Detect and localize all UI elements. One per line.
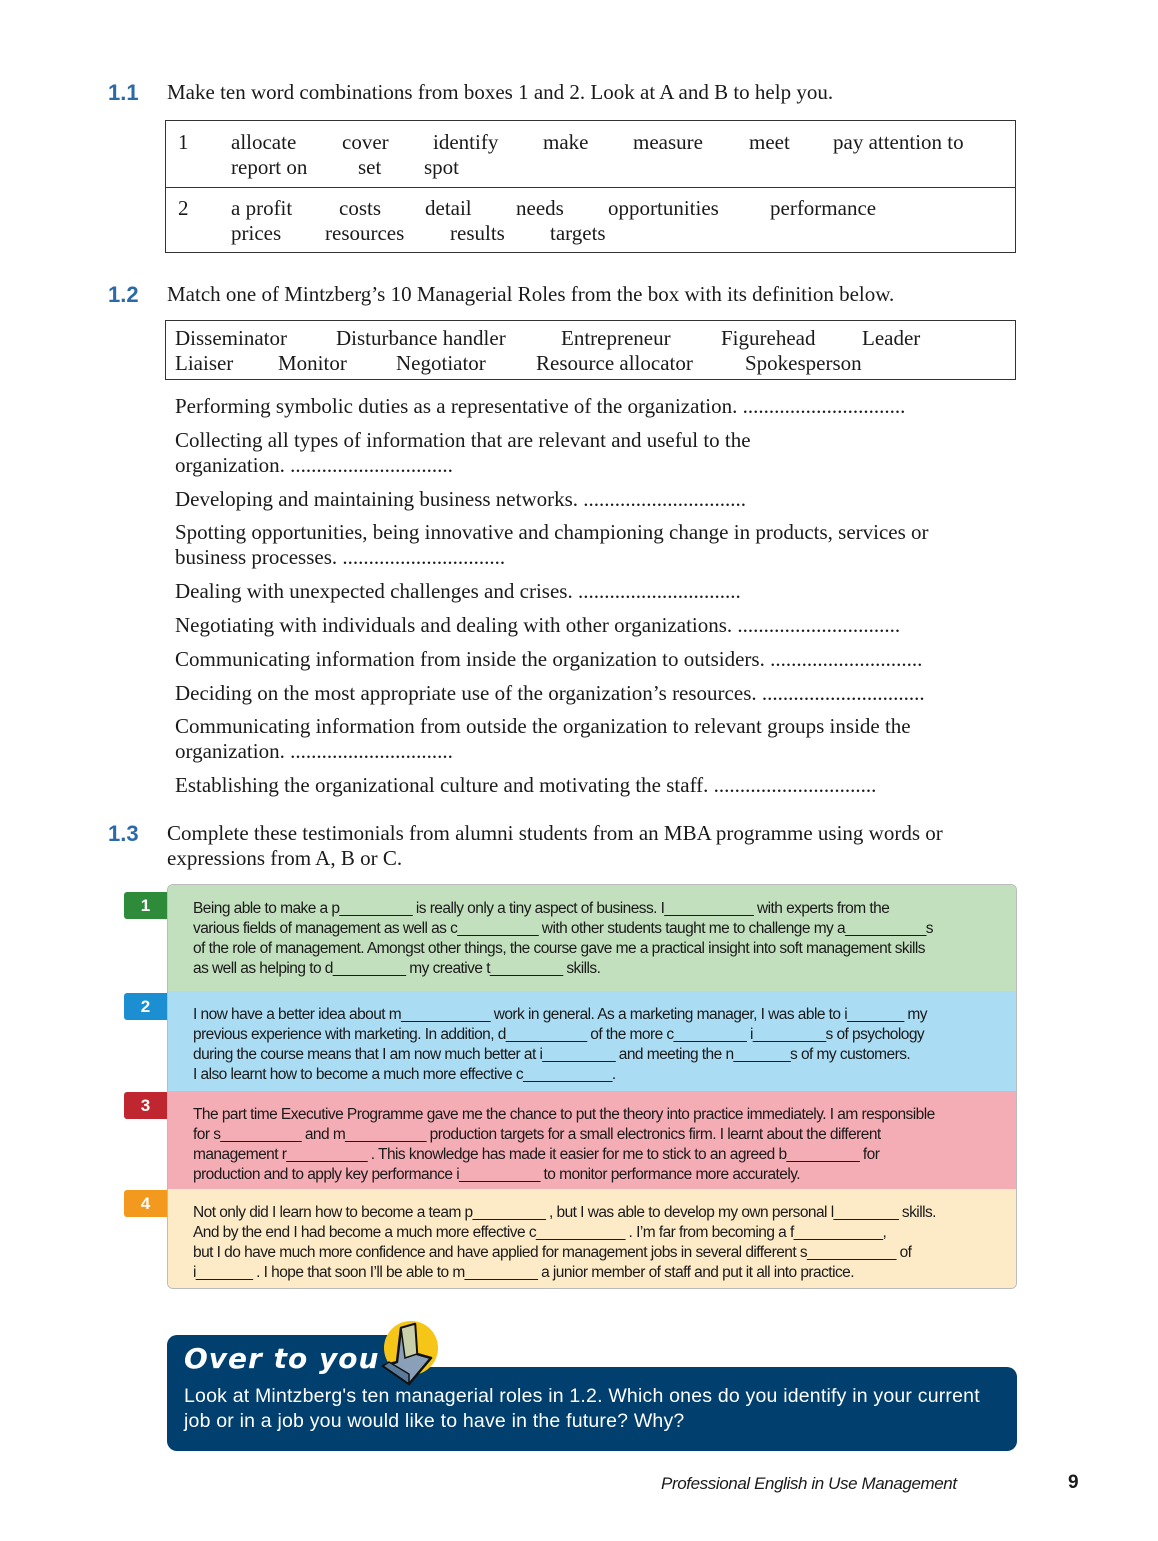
word: identify [433, 130, 499, 154]
definition-item: Deciding on the most appropriate use of the organization’s resources. ............................... [175, 681, 925, 705]
exercise-instruction: Match one of Mintzberg’s 10 Managerial Roles from the box with its definition below. [167, 282, 895, 306]
testimonial-number-tab: 4 [124, 1190, 167, 1217]
over-to-you-title: Over to you [184, 1342, 380, 1375]
testimonial-number-tab: 1 [124, 892, 167, 919]
definition-item: Communicating information from inside the organization to outsiders. ............................. [175, 647, 923, 671]
word: cover [342, 130, 389, 154]
word: measure [633, 130, 703, 154]
testimonial-2 [168, 991, 1017, 1091]
role: Negotiator [396, 351, 486, 375]
role: Monitor [278, 351, 347, 375]
role: Spokesperson [745, 351, 862, 375]
word: results [450, 221, 505, 245]
over-to-you-text: Look at Mintzberg's ten managerial roles in 1.2. Which ones do you identify in your current job or in a job you would like to have in the future? Why? [184, 1385, 980, 1432]
box-divider [166, 187, 1015, 188]
box-label: 2 [178, 196, 189, 220]
word: targets [550, 221, 606, 245]
testimonial-text: I now have a better idea about m___________ work in general. As a marketing manager, I was able to i_______ my previous experience with marketing. In addition, d__________ of the more c_________ i_________s of psychology during the course means that I am now much better at i_________ and meeting the n_______s of my customers. I also learnt how to become a much more effective c___________. [193, 1006, 927, 1083]
role: Disturbance handler [336, 326, 506, 350]
definition-item: Spotting opportunities, being innovative and championing change in products, services or business processes. ............................... [175, 520, 929, 569]
testimonial-1 [168, 885, 1017, 991]
word: allocate [231, 130, 297, 154]
word: resources [325, 221, 405, 245]
definition-item: Developing and maintaining business networks. ............................... [175, 487, 747, 511]
exercise-instruction: Complete these testimonials from alumni students from an MBA programme using words or expressions from A, B or C. [167, 821, 943, 870]
testimonial-text: Not only did I learn how to become a team p_________ , but I was able to develop my own personal l________ skills. And by the end I had become a much more effective c___________ . I’m far from becoming a f___________, but I do have much more confidence and have applied for management jobs in several different s___________ of i_______ . I hope that soon I’ll be able to m_________ a junior member of staff and put it all into practice. [193, 1204, 936, 1281]
word: opportunities [608, 196, 719, 220]
word: performance [770, 196, 877, 220]
page-number: 9 [1068, 1472, 1079, 1493]
word: make [543, 130, 589, 154]
testimonial-number-tab: 3 [124, 1092, 167, 1119]
role: Leader [862, 326, 921, 350]
testimonials-box [167, 884, 1017, 1289]
box-label: 1 [178, 130, 189, 154]
testimonial-text: Being able to make a p_________ is really only a tiny aspect of business. I___________ with experts from the various fields of management as well as c__________ with other students taught me to challenge my a__________s of the role of management. Amongst other things, the course gave me a practical insight into soft management skills as well as helping to d_________ my creative t_________ skills. [193, 900, 933, 977]
exercise-instruction: Make ten word combinations from boxes 1 and 2. Look at A and B to help you. [167, 80, 834, 104]
word: needs [516, 196, 564, 220]
definition-item: Collecting all types of information that are relevant and useful to the organization. ............................... [175, 428, 751, 477]
role: Figurehead [721, 326, 816, 350]
exercise-number: 1.2 [108, 282, 139, 307]
definition-item: Performing symbolic duties as a representative of the organization. ............................... [175, 394, 906, 418]
word: prices [231, 221, 282, 245]
role: Resource allocator [536, 351, 693, 375]
word: meet [749, 130, 790, 154]
word: a profit [231, 196, 293, 220]
book-title: Professional English in Use Management [661, 1474, 957, 1493]
word: spot [424, 155, 460, 179]
testimonial-4 [168, 1189, 1017, 1289]
definition-item: Dealing with unexpected challenges and crises. ............................... [175, 579, 741, 603]
testimonial-text: The part time Executive Programme gave me the chance to put the theory into practice immediately. I am responsible for s__________ and m__________ production targets for a small electronics firm. I learnt about the different management r__________ . This knowledge has made it easier for me to stick to an agreed b_________ for production and to apply key performance i__________ to monitor performance more accurately. [193, 1106, 935, 1183]
word: pay attention to [833, 130, 964, 154]
arrow-down-pointer-icon [375, 1318, 445, 1390]
testimonial-number-tab: 2 [124, 993, 167, 1020]
exercise-number: 1.1 [108, 80, 139, 105]
testimonial-3 [168, 1091, 1017, 1189]
word: detail [425, 196, 472, 220]
role: Liaiser [175, 351, 234, 375]
word: set [358, 155, 382, 179]
role: Disseminator [175, 326, 287, 350]
word: costs [339, 196, 381, 220]
word: report on [231, 155, 308, 179]
exercise-number: 1.3 [108, 821, 139, 846]
definition-item: Establishing the organizational culture and motivating the staff. ............................... [175, 773, 877, 797]
role: Entrepreneur [561, 326, 671, 350]
definition-item: Negotiating with individuals and dealing with other organizations. ............................... [175, 613, 901, 637]
definition-item: Communicating information from outside the organization to relevant groups inside the organization. ............................... [175, 714, 911, 763]
